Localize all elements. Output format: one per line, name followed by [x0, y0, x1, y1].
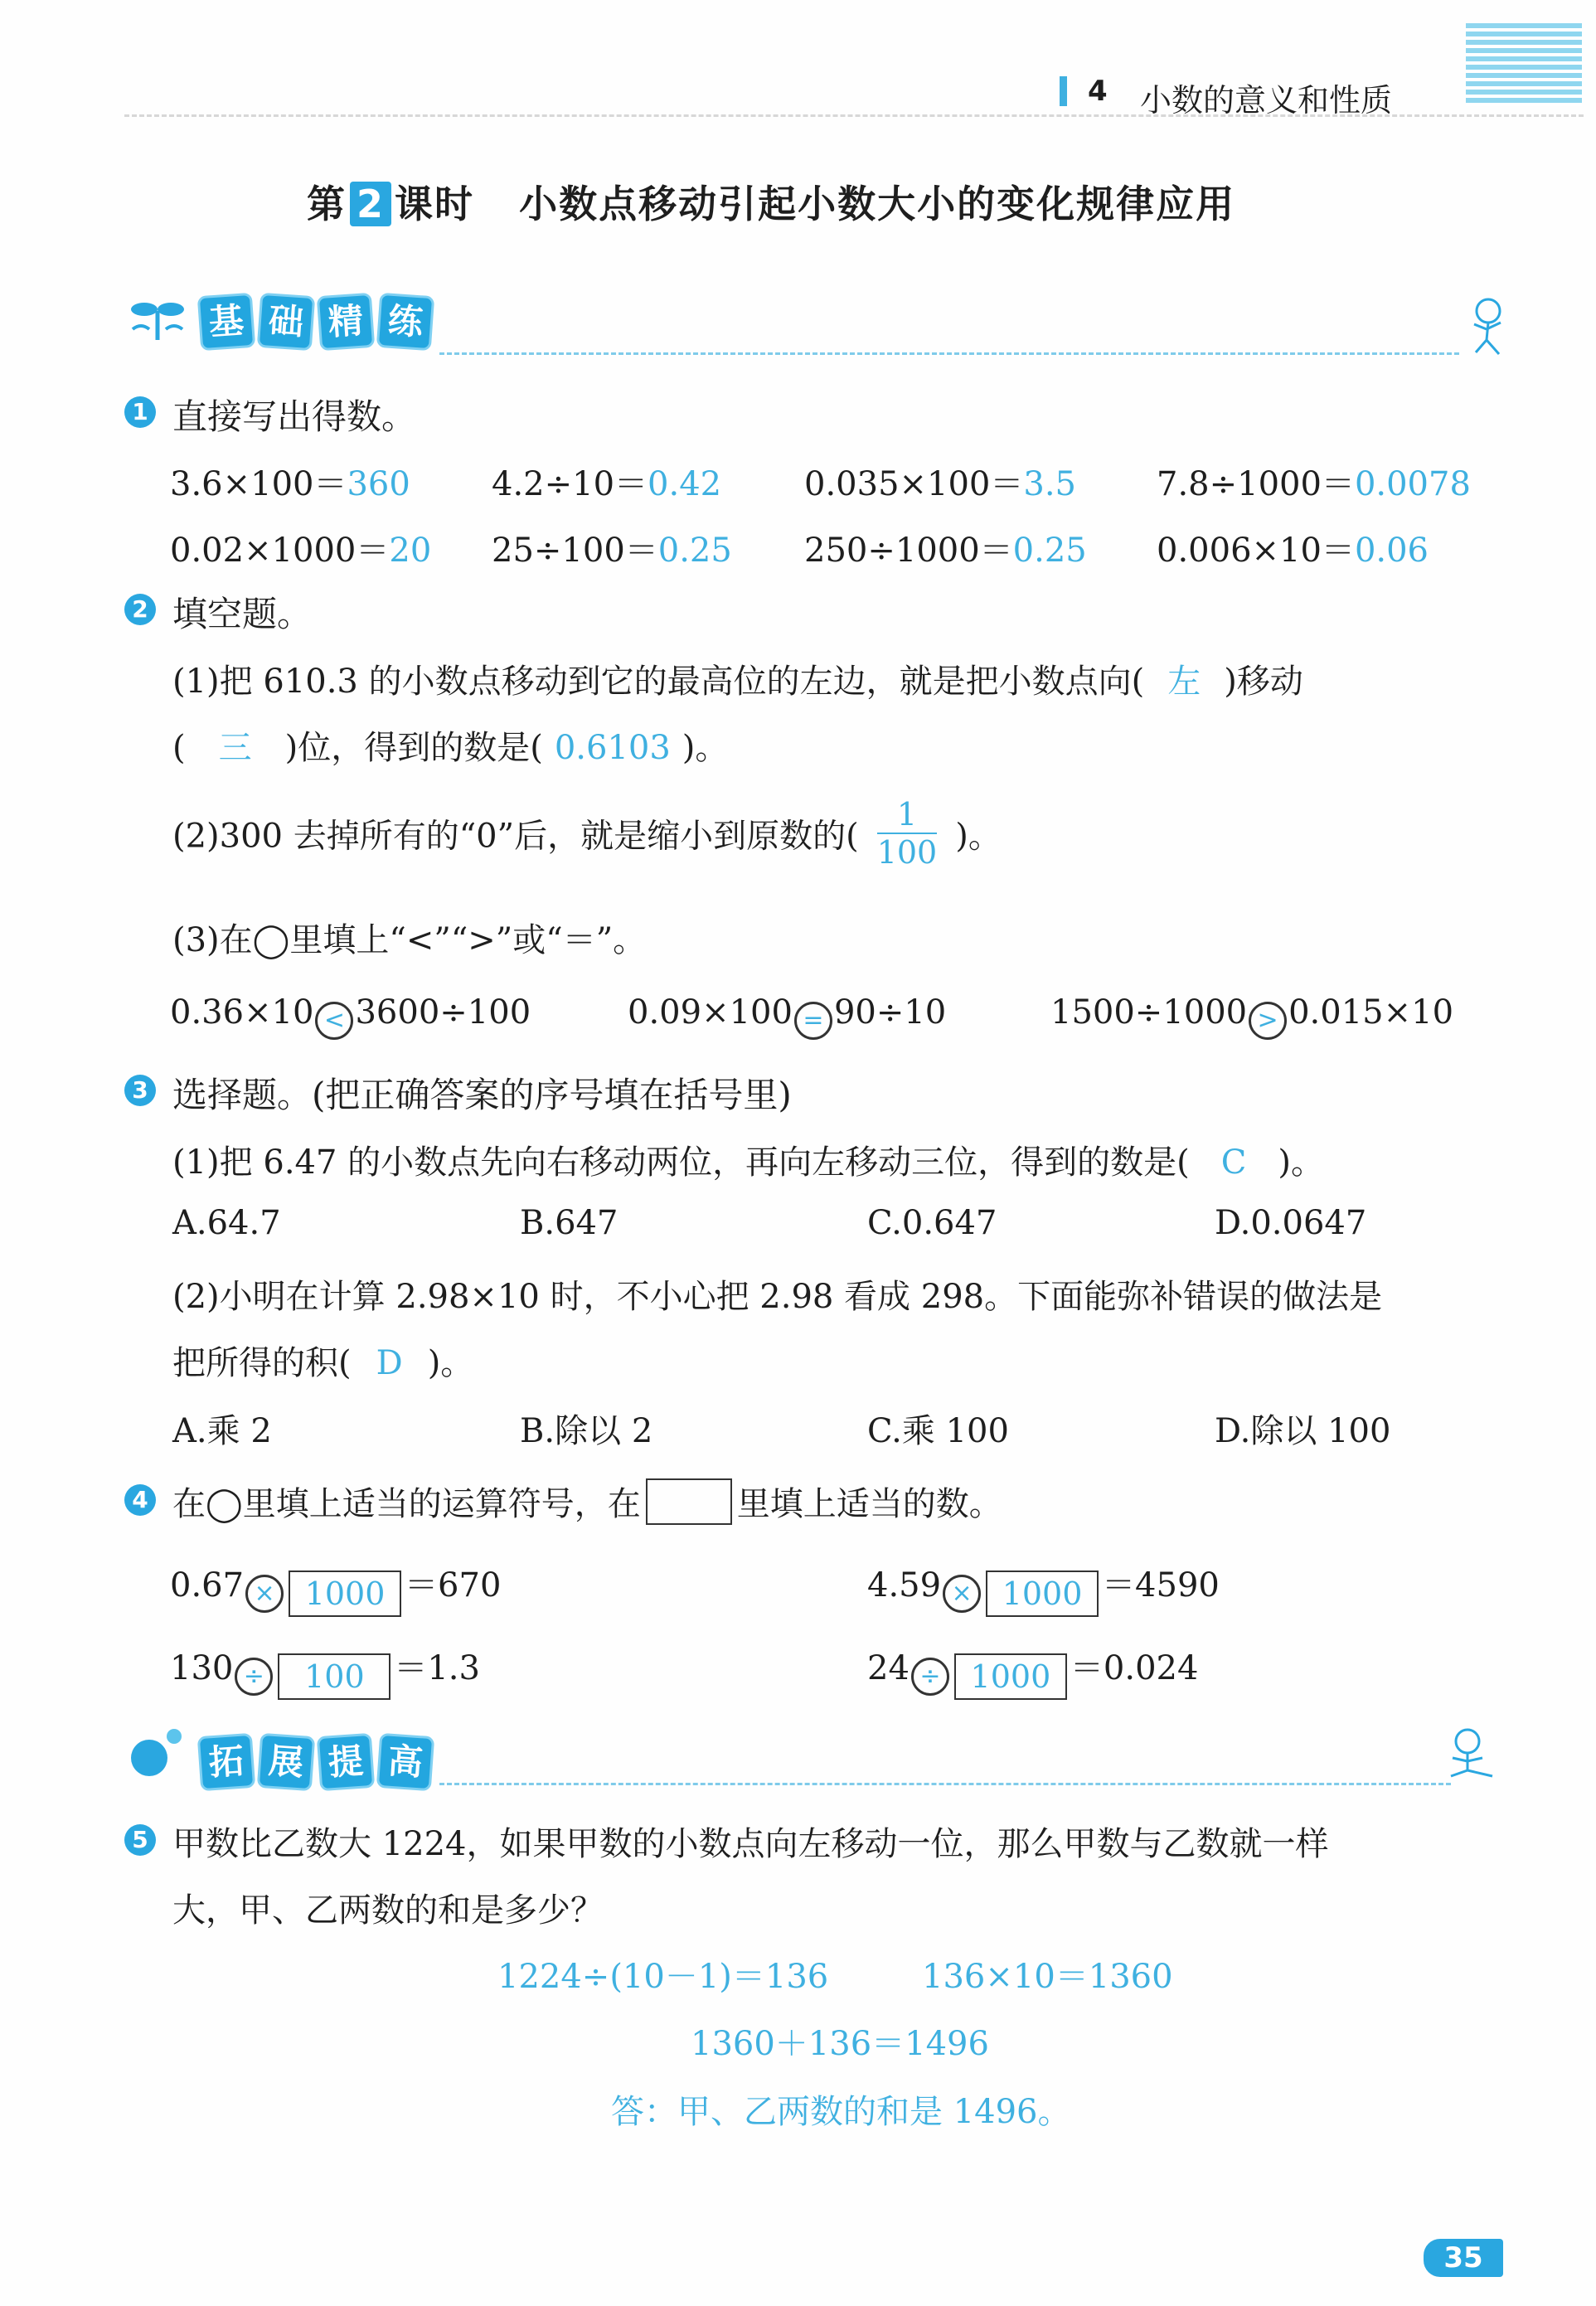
chapter-title: 小数的意义和性质: [1140, 82, 1393, 119]
answer: 三: [218, 729, 252, 767]
q3-p2-option: D.除以 100: [1215, 1412, 1391, 1450]
sprout-icon: [124, 294, 191, 344]
answer: D: [376, 1344, 403, 1382]
q3-p2-option: C.乘 100: [867, 1412, 1009, 1450]
q5-stem-line2: 大，甲、乙两数的和是多少？: [172, 1891, 604, 1930]
answer: 0.06: [1354, 532, 1429, 570]
q1-item: 250÷1000＝0.25: [804, 532, 1087, 570]
q1-item: 25÷100＝0.25: [492, 532, 732, 570]
answer: 3.5: [1023, 465, 1076, 503]
operator-circle: ÷: [911, 1658, 949, 1696]
banner-char: 提: [317, 1733, 375, 1791]
q2-part2: (2)300 去掉所有的“0”后，就是缩小到原数的( $\frac{1}{100}$ )。: [172, 796, 1002, 871]
q3-p1-option: B.647: [520, 1204, 619, 1242]
fraction-answer: $\frac{1}{100}$: [876, 796, 938, 871]
q2-part3: (3)在◯里填上“<”“>”或“＝”。: [172, 921, 647, 959]
q1-item: 0.02×1000＝20: [170, 532, 432, 570]
q5-solution-step: 1224÷(10－1)＝136: [497, 1958, 829, 1996]
q5-solution-step: 1360＋136＝1496: [691, 2025, 989, 2063]
q4-item: 4.59 × 1000 ＝4590: [867, 1559, 1220, 1617]
q1-item: 7.8÷1000＝0.0078: [1157, 465, 1471, 503]
q4-item: 130 ÷ 100 ＝1.3: [170, 1642, 480, 1700]
q5-answer: 答：甲、乙两数的和是 1496。: [611, 2093, 1071, 2131]
q3-p2-option: A.乘 2: [172, 1412, 272, 1450]
q5-solution-step: 136×10＝1360: [922, 1958, 1173, 1996]
q4-item: 24 ÷ 1000 ＝0.024: [867, 1642, 1198, 1700]
bubble-icon: [124, 1725, 191, 1783]
banner-char: 精: [317, 293, 375, 351]
question-number: 1: [124, 396, 156, 428]
answer: 0.25: [657, 532, 732, 570]
compare-circle: =: [794, 1002, 832, 1040]
question-number: 2: [124, 594, 156, 625]
banner-char: 练: [376, 293, 434, 351]
q1-item: 0.035×100＝3.5: [804, 465, 1076, 503]
q3-p1-option: A.64.7: [172, 1204, 281, 1242]
lesson-suffix: 课时: [395, 182, 475, 226]
answer: 0.42: [648, 465, 722, 503]
sitting-kid-icon: [1434, 1725, 1509, 1791]
header-accent-bar: [1060, 76, 1067, 106]
running-kid-icon: [1459, 294, 1517, 361]
answer: C: [1220, 1143, 1247, 1182]
operator-circle: ×: [245, 1575, 284, 1613]
lesson-topic: 小数点移动引起小数大小的变化规律应用: [519, 182, 1236, 226]
section-divider: [439, 352, 1459, 355]
section-basic-banner: [199, 294, 433, 349]
q3-part2-line2: 把所得的积( D )。: [172, 1344, 474, 1382]
answer-box: 100: [278, 1653, 391, 1700]
q2-compare: 1500÷1000 > 0.015×10: [1050, 993, 1453, 1040]
answer-box: 1000: [954, 1653, 1067, 1700]
blank-box-sample: [646, 1478, 732, 1525]
q2-part1-line2: ( 三 )位，得到的数是( 0.6103 )。: [172, 729, 729, 767]
answer-box: 1000: [289, 1571, 401, 1617]
q1-item: 4.2÷10＝0.42: [492, 465, 722, 503]
lesson-prefix: 第: [307, 182, 347, 226]
banner-char: 展: [257, 1733, 315, 1791]
banner-char: 础: [257, 293, 315, 351]
header-divider: [124, 114, 1584, 117]
answer-box: 1000: [986, 1571, 1099, 1617]
q2-part1-line1: (1)把 610.3 的小数点移动到它的最高位的左边，就是把小数点向( 左 )移动: [172, 663, 1303, 701]
q3-part2-line1: (2)小明在计算 2.98×10 时，不小心把 2.98 看成 298。下面能弥补错误的做法是: [172, 1278, 1383, 1316]
q3-p1-option: C.0.647: [867, 1204, 997, 1242]
operator-circle: ×: [943, 1575, 981, 1613]
answer: 0.0078: [1354, 465, 1471, 503]
q1-item: 0.006×10＝0.06: [1157, 532, 1429, 570]
banner-char: 高: [376, 1733, 434, 1791]
q4-stem: 在◯里填上适当的运算符号，在 里填上适当的数。: [172, 1478, 1002, 1525]
q3-stem: 选择题。(把正确答案的序号填在括号里): [172, 1075, 792, 1115]
operator-circle: ÷: [235, 1658, 273, 1696]
question-number: 5: [124, 1824, 156, 1856]
answer: 左: [1167, 663, 1201, 701]
section-extend-banner: [199, 1735, 433, 1789]
q5-stem-line1: 甲数比乙数大 1224，如果甲数的小数点向左移动一位，那么甲数与乙数就一样: [172, 1825, 1329, 1863]
q4-item: 0.67 × 1000 ＝670: [170, 1559, 501, 1617]
compare-circle: >: [1249, 1002, 1287, 1040]
answer: 360: [347, 465, 410, 503]
chapter-number: 4: [1088, 75, 1108, 108]
lesson-title: [307, 174, 1235, 229]
q1-stem: 直接写出得数。: [172, 396, 417, 437]
q2-compare: 0.09×100 = 90÷10: [628, 993, 946, 1040]
section-divider: [439, 1783, 1451, 1785]
question-number: 3: [124, 1075, 156, 1106]
page-number: 35: [1424, 2239, 1503, 2277]
banner-char: 拓: [197, 1733, 255, 1791]
q2-compare: 0.36×10 < 3600÷100: [170, 993, 531, 1040]
lesson-number-badge: 2: [350, 182, 391, 226]
answer: 0.25: [1012, 532, 1087, 570]
q3-p1-option: D.0.0647: [1215, 1204, 1367, 1242]
q1-item: 3.6×100＝360: [170, 465, 410, 503]
q3-part1: (1)把 6.47 的小数点先向右移动两位，再向左移动三位，得到的数是( C )。: [172, 1143, 1324, 1182]
corner-decoration: [1466, 23, 1582, 106]
answer: 20: [389, 532, 432, 570]
answer: 0.6103: [554, 729, 671, 767]
q3-p2-option: B.除以 2: [520, 1412, 653, 1450]
q2-stem: 填空题。: [172, 594, 313, 634]
question-number: 4: [124, 1484, 156, 1516]
compare-circle: <: [315, 1002, 353, 1040]
banner-char: 基: [197, 293, 255, 351]
